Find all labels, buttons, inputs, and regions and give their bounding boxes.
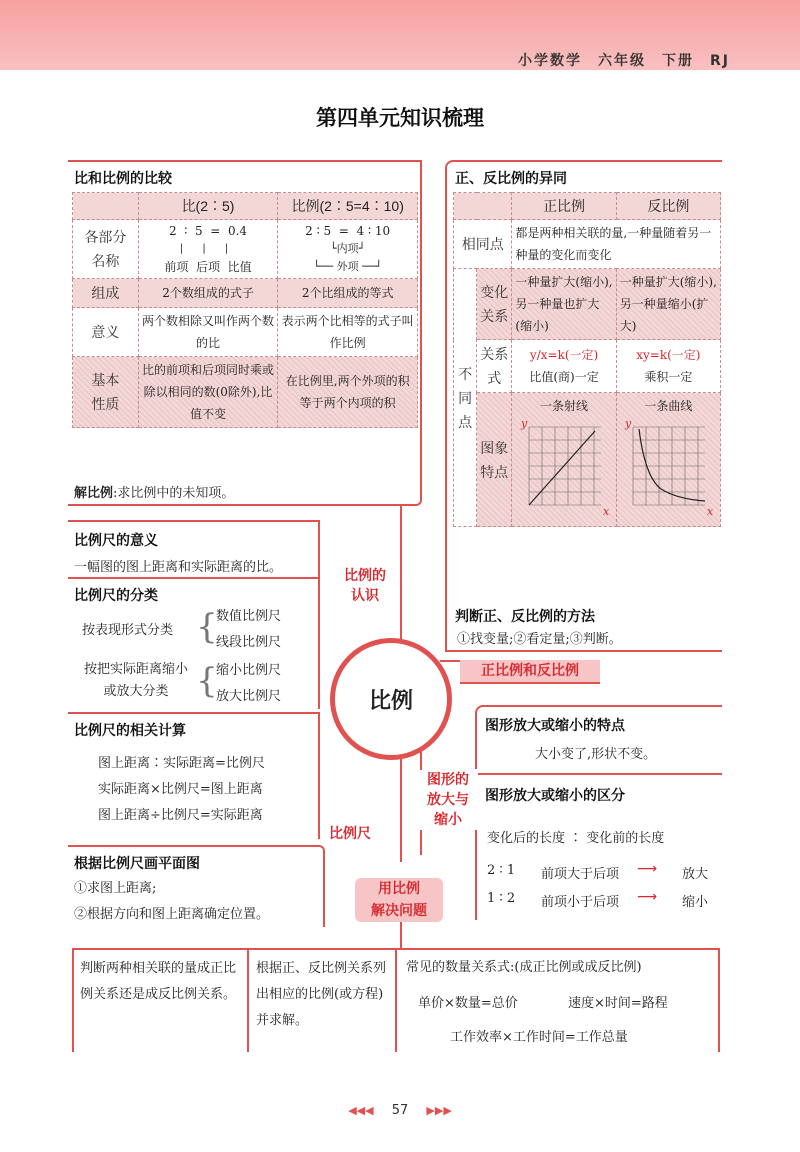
- table-cell: 一种量扩大(缩小),另一种量缩小(扩大): [616, 269, 720, 340]
- table-cell: [454, 193, 512, 220]
- arrow-right-icon: ⟶: [637, 889, 658, 905]
- judge-box: [445, 600, 722, 652]
- ratio-table: [72, 192, 418, 428]
- table-cell: [73, 193, 139, 220]
- divider: [247, 950, 249, 1052]
- center-topic: 比例: [330, 638, 452, 760]
- table-header: 比例(2∶5=4∶10): [278, 193, 418, 220]
- tag-enlarge: 图形的 放大与 缩小: [418, 770, 478, 830]
- pos-neg-box: [445, 160, 722, 602]
- table-cell: 两个数相除又叫作两个数的比: [138, 308, 278, 357]
- section-title: 比例尺的意义: [74, 533, 158, 549]
- row-label: 基本 性质: [73, 357, 139, 428]
- enlarge-feat-box: [475, 705, 722, 769]
- row-label: 图象 特点: [477, 393, 512, 527]
- svg-text:y: y: [521, 417, 528, 430]
- apply-text: 判断两种相关联的量成正比例关系还是成反比例关系。: [80, 961, 237, 1002]
- apply-formula: 速度×时间=路程: [568, 996, 668, 1011]
- arrow-right-icon: ⟶: [637, 861, 658, 877]
- draw-step: ①求图上距离;: [74, 881, 157, 896]
- diff-result: 放大: [682, 867, 709, 882]
- class-item: 数值比例尺: [216, 609, 282, 624]
- tag-apply: 用比例 解决问题: [355, 878, 443, 922]
- graph-cell: 一条曲线 y x: [616, 393, 720, 527]
- tag-recognition: 比例的 认识: [335, 566, 395, 606]
- diff-ratio: 2 ∶ 1: [487, 863, 516, 878]
- table-header: 正比例: [512, 193, 616, 220]
- row-label: 不 同 点: [454, 269, 477, 527]
- table-cell: 2个比组成的等式: [278, 279, 418, 308]
- table-cell: 一种量扩大(缩小),另一种量也扩大(缩小): [512, 269, 616, 340]
- page-number-bar: [0, 1103, 800, 1118]
- connector-line: [400, 920, 402, 950]
- judge-text: ①找变量;②看定量;③判断。: [457, 632, 622, 647]
- class-item: 缩小比例尺: [216, 663, 282, 678]
- divider: [72, 950, 74, 1052]
- row-label: 相同点: [454, 220, 512, 269]
- diff-desc: 前项小于后项: [541, 895, 620, 910]
- brace-icon: {: [196, 661, 218, 701]
- row-label: 各部分 名称: [73, 220, 139, 279]
- connector-line: [400, 752, 402, 862]
- svg-text:x: x: [707, 505, 714, 517]
- scale-meaning-box: [68, 520, 320, 577]
- section-title: 正、反比例的异同: [455, 171, 567, 187]
- scale-calc-box: [68, 712, 320, 839]
- section-title: 图形放大或缩小的区分: [485, 788, 625, 804]
- draw-plan-box: [68, 845, 325, 927]
- brace-icon: {: [196, 607, 218, 647]
- calc-formula: 实际距离×比例尺=图上距离: [98, 782, 263, 797]
- row-label: 变化 关系: [477, 269, 512, 340]
- connector-line: [400, 505, 402, 640]
- table-header: 比(2∶5): [138, 193, 278, 220]
- class-item: 放大比例尺: [216, 689, 282, 704]
- table-cell: 2 ∶ 5 = 4 ∶ 10 └内项┘ └── 外项 ──┘: [278, 220, 418, 279]
- header-text: 小学数学 六年级 下册 RJ: [518, 53, 730, 69]
- table-cell: 比的前项和后项同时乘或除以相同的数(0除外),比值不变: [138, 357, 278, 428]
- pos-neg-table: [453, 192, 721, 527]
- table-cell: 都是两种相关联的量,一种量随着另一种量的变化而变化: [512, 220, 721, 269]
- enlarge-feat-text: 大小变了,形状不变。: [535, 747, 657, 762]
- solve-proportion: 解比例:求比例中的未知项。: [74, 485, 235, 501]
- row-label: 关系 式: [477, 340, 512, 393]
- table-cell: xy=k(一定) 乘积一定: [616, 340, 720, 393]
- diff-desc: 前项大于后项: [541, 867, 620, 882]
- row-label: 意义: [73, 308, 139, 357]
- row-label: 组成: [73, 279, 139, 308]
- tag-pos-neg: 正比例和反比例: [460, 660, 600, 684]
- section-title: 比例尺的分类: [74, 588, 158, 604]
- scale-class-box: [68, 577, 320, 709]
- page-title: 第四单元知识梳理: [316, 106, 484, 130]
- divider: [718, 950, 720, 1052]
- divider: [395, 950, 397, 1052]
- calc-formula: 图上距离∶实际距离=比例尺: [98, 756, 265, 771]
- section-title: 比例尺的相关计算: [74, 723, 186, 739]
- apply-text: 根据正、反比例关系列出相应的比例(或方程)并求解。: [256, 961, 387, 1028]
- ratio-compare-box: [68, 160, 422, 506]
- class-group-label: 按表现形式分类: [82, 623, 174, 638]
- draw-step: ②根据方向和图上距离确定位置。: [74, 907, 270, 922]
- diff-ratio: 1 ∶ 2: [487, 891, 516, 906]
- svg-text:x: x: [603, 505, 610, 517]
- apply-formula: 工作效率×工作时间=工作总量: [450, 1030, 628, 1045]
- table-cell: 2个数组成的式子: [138, 279, 278, 308]
- scale-meaning-text: 一幅图的图上距离和实际距离的比。: [74, 560, 283, 575]
- section-title: 图形放大或缩小的特点: [485, 718, 625, 734]
- curve-graph: [621, 417, 715, 517]
- svg-text:y: y: [625, 417, 632, 430]
- section-title: 比和比例的比较: [74, 171, 172, 187]
- graph-cell: 一条射线 y x: [512, 393, 616, 527]
- connector-line: [440, 660, 460, 662]
- apply-formula: 单价×数量=总价: [418, 996, 518, 1011]
- apply-text: 常见的数量关系式:(成正比例或成反比例): [406, 960, 642, 975]
- calc-formula: 图上距离÷比例尺=实际距离: [98, 808, 263, 823]
- table-cell: 表示两个比相等的式子叫作比例: [278, 308, 418, 357]
- table-header: 反比例: [616, 193, 720, 220]
- next-arrows-icon: ▶▶▶: [426, 1104, 452, 1117]
- page-number: 57: [391, 1103, 409, 1118]
- tag-scale: 比例尺: [320, 824, 380, 844]
- class-item: 线段比例尺: [216, 635, 282, 650]
- diff-formula: 变化后的长度 ∶ 变化前的长度: [487, 831, 665, 846]
- table-cell: 在比例里,两个外项的积等于两个内项的积: [278, 357, 418, 428]
- table-cell: 2 ∶ 5 = 0.4 | | | 前项 后项 比值: [138, 220, 278, 279]
- class-group-label: 按把实际距离缩小或放大分类: [83, 662, 188, 699]
- prev-arrows-icon: ◀◀◀: [348, 1104, 374, 1117]
- table-cell: y/x=k(一定) 比值(商)一定: [512, 340, 616, 393]
- section-title: 判断正、反比例的方法: [455, 609, 595, 625]
- diff-result: 缩小: [682, 895, 709, 910]
- enlarge-diff-box: [475, 773, 722, 920]
- section-title: 根据比例尺画平面图: [74, 856, 200, 872]
- apply-box: [72, 948, 720, 1052]
- ray-graph: [517, 417, 611, 517]
